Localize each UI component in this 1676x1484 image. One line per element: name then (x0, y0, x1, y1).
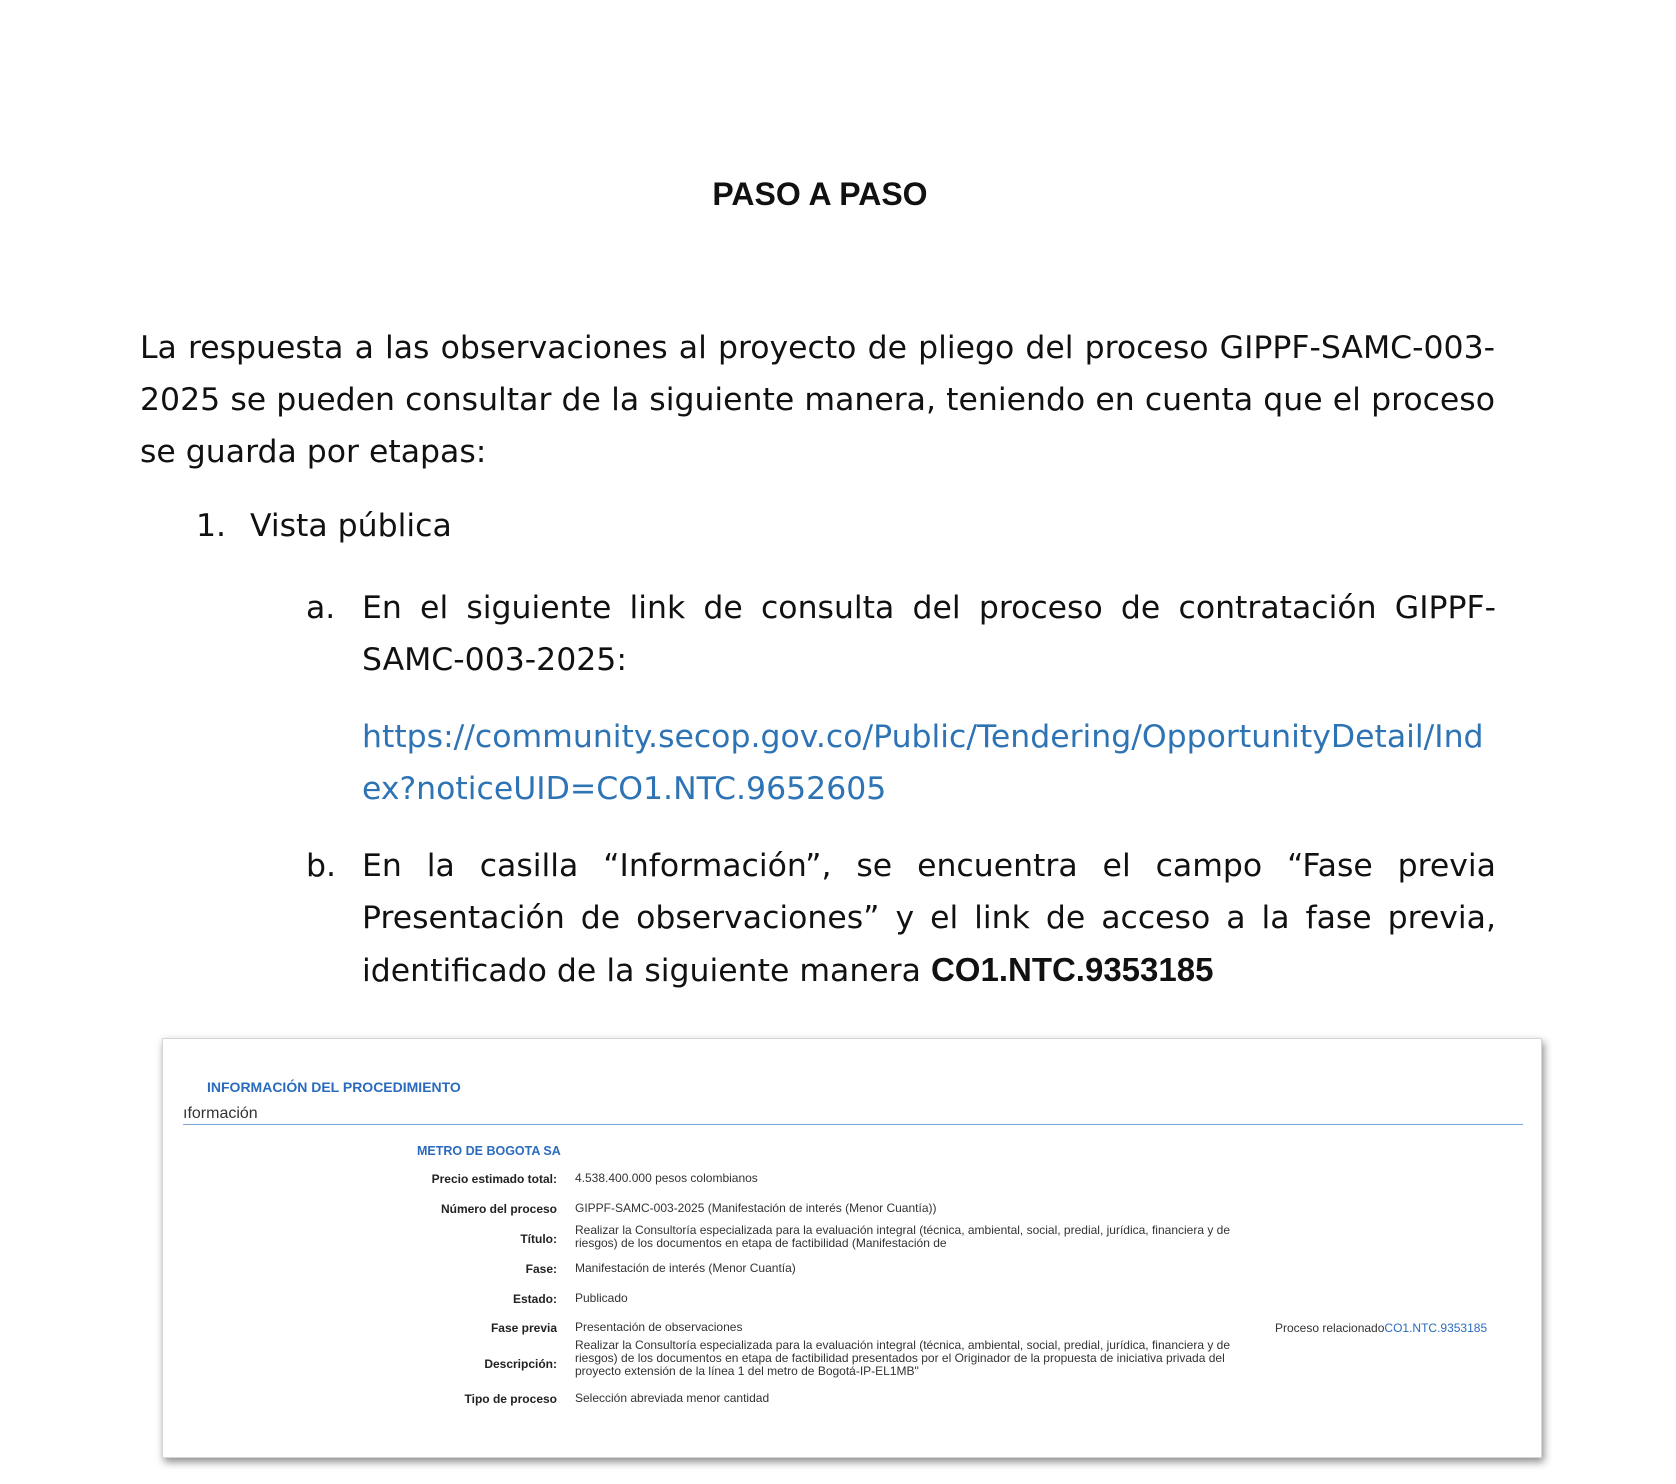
entity-name: METRO DE BOGOTA SA (417, 1144, 561, 1158)
step-b-body (362, 840, 1496, 997)
info-label: Número del proceso (440, 1202, 557, 1216)
info-value: GIPPF-SAMC-003-2025 (Manifestación de interés (Menor Cuantía)) (575, 1201, 937, 1215)
info-label: Título: (520, 1232, 557, 1246)
info-label: Fase previa (490, 1321, 557, 1335)
tab-divider (183, 1124, 1523, 1125)
info-value: Realizar la Consultoría especializada para la evaluación integral (técnica, ambiental, social, predial, jurídica, financiera y de riesgos) de los documentos en etapa de factibilidad presentados por el Originador de la propuesta de iniciativa privada del proyecto extensión de la línea 1 del metro de Bogotá-IP-EL1MB" (575, 1338, 1231, 1378)
info-value: Realizar la Consultoría especializada para la evaluación integral (técnica, ambiental, social, predial, jurídica, financiera y de riesgos) de los documentos en etapa de factibilidad (Manifestación de (575, 1223, 1231, 1250)
step-1-number: 1. (196, 508, 227, 544)
related-process-label: Proceso relacionado (1275, 1321, 1385, 1335)
process-link[interactable]: https://community.secop.gov.co/Public/Tendering/OpportunityDetail/Index?noticeUID=CO1.NTC.9652605 (362, 719, 1484, 807)
procedure-info-header: INFORMACIÓN DEL PROCEDIMIENTO (207, 1079, 461, 1095)
related-process-link[interactable]: CO1.NTC.9353185 (1384, 1321, 1488, 1335)
info-label: Fase: (525, 1262, 557, 1276)
step-a (306, 582, 1496, 686)
info-label: Descripción: (484, 1357, 557, 1371)
step-b (306, 840, 1496, 997)
info-value: Publicado (575, 1291, 628, 1305)
page-title: PASO A PASO (712, 176, 928, 212)
related-process (1275, 1321, 1487, 1335)
intro-paragraph: La respuesta a las observaciones al proyecto de pliego del proceso GIPPF-SAMC-003-2025 se pueden consultar de la siguiente manera, teniendo en cuenta que el proceso se guarda por etapas: (140, 330, 1495, 470)
step-a-letter: a. (306, 590, 336, 626)
tab-informacion[interactable]: ıformación (183, 1105, 258, 1122)
step-a-text: En el siguiente link de consulta del proceso de contratación GIPPF-SAMC-003-2025: (362, 590, 1496, 678)
step-b-text: En la casilla “Información”, se encuentra el campo “Fase previa Presentación de observaciones” y el link de acceso a la fase previa, identificado de la siguiente manera (362, 848, 1496, 989)
step-b-letter: b. (306, 848, 337, 884)
info-label: Precio estimado total: (431, 1172, 557, 1186)
info-value: Presentación de observaciones (575, 1320, 743, 1334)
previous-phase-code: CO1.NTC.9353185 (930, 951, 1214, 988)
info-value: Manifestación de interés (Menor Cuantía) (575, 1261, 796, 1275)
step-1-label: Vista pública (250, 508, 452, 544)
info-label: Tipo de proceso (464, 1392, 557, 1406)
info-value: Selección abreviada menor cantidad (575, 1391, 770, 1405)
step-1 (196, 508, 452, 544)
info-value: 4.538.400.000 pesos colombianos (575, 1171, 758, 1185)
info-label: Estado: (512, 1292, 557, 1306)
procedure-info-screenshot (162, 1038, 1542, 1458)
